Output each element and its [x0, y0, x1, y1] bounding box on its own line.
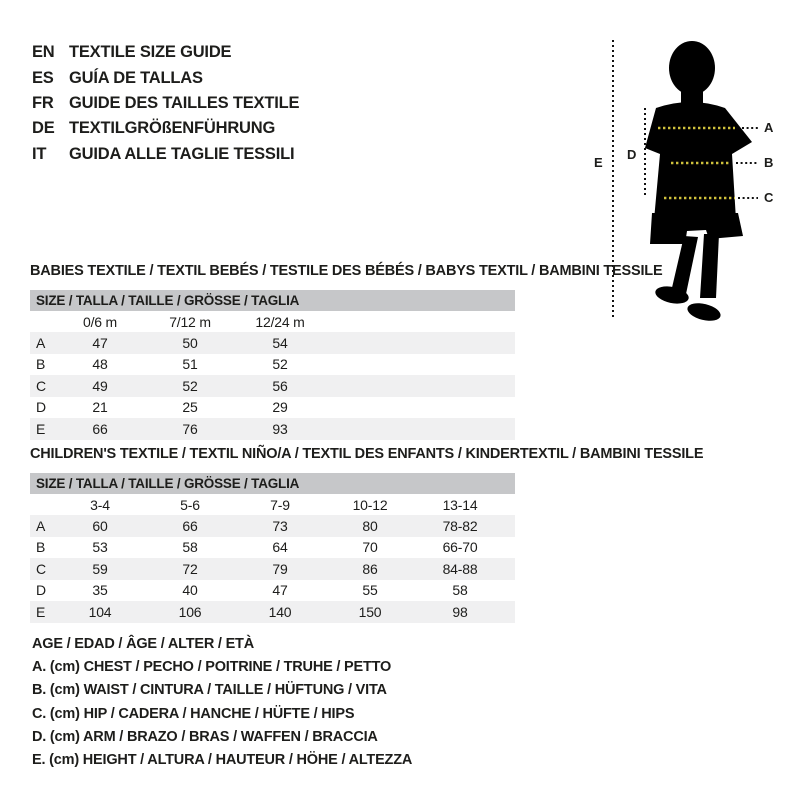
language-row-it: [32, 142, 299, 167]
language-code: ES: [32, 68, 54, 87]
value-cell: 93: [272, 420, 288, 437]
legend-height: E. (cm) HEIGHT / ALTURA / HAUTEUR / HÖHE / ALTEZZA: [32, 752, 413, 769]
column-header: 13-14: [442, 496, 478, 513]
measurement-legend: [32, 632, 412, 772]
child-silhouette: [645, 41, 752, 324]
row-label: C: [36, 560, 46, 577]
value-cell: 66: [92, 420, 108, 437]
value-cell: 66-70: [442, 539, 478, 556]
language-row-de: [32, 116, 299, 141]
legend-hip: C. (cm) HIP / CADERA / HANCHE / HÜFTE / HIPS: [32, 705, 355, 722]
value-cell: 106: [178, 603, 202, 620]
language-row-fr: [32, 91, 299, 116]
silhouette-left-leg: [671, 236, 698, 294]
value-cell: 50: [182, 334, 198, 351]
legend-arm: D. (cm) ARM / BRAZO / BRAS / WAFFEN / BRACCIA: [32, 728, 378, 745]
measure-label-e: E: [594, 155, 603, 170]
column-header: 10-12: [352, 496, 388, 513]
value-cell: 21: [92, 399, 108, 416]
value-cell: 70: [362, 539, 378, 556]
row-label: A: [36, 517, 46, 534]
language-row-es: [32, 65, 299, 90]
silhouette-right-foot: [686, 300, 723, 324]
value-cell: 80: [362, 517, 378, 534]
value-cell: 86: [362, 560, 378, 577]
value-cell: 78-82: [442, 517, 478, 534]
column-header: 12/24 m: [255, 313, 305, 330]
value-cell: 53: [92, 539, 108, 556]
value-cell: 52: [182, 377, 198, 394]
column-header: 0/6 m: [82, 313, 117, 330]
language-list: [32, 40, 299, 167]
babies-size-table: [30, 290, 515, 440]
value-cell: 48: [92, 356, 108, 373]
row-label: D: [36, 399, 46, 416]
children-section-title: CHILDREN'S TEXTILE / TEXTIL NIÑO/A / TEXTIL DES ENFANTS / KINDERTEXTIL / BAMBINI TESSILE: [30, 446, 704, 462]
value-cell: 98: [452, 603, 468, 620]
value-cell: 66: [182, 517, 198, 534]
row-label: E: [36, 420, 46, 437]
value-cell: 47: [92, 334, 108, 351]
measure-label-a: A: [764, 120, 774, 135]
measure-label-c: C: [764, 190, 774, 205]
value-cell: 52: [272, 356, 288, 373]
table-row-e: [30, 601, 515, 623]
language-title: GUÍA DE TALLAS: [69, 68, 203, 87]
language-code: EN: [32, 43, 55, 62]
babies-column-header-row: [30, 311, 515, 332]
value-cell: 54: [272, 334, 288, 351]
column-header: 7-9: [270, 496, 290, 513]
language-title: TEXTILGRÖßENFÜHRUNG: [69, 119, 276, 138]
child-silhouette-figure: [585, 30, 800, 325]
column-header: 7/12 m: [169, 313, 211, 330]
value-cell: 59: [92, 560, 108, 577]
value-cell: 140: [268, 603, 292, 620]
silhouette-right-leg: [700, 234, 719, 298]
value-cell: 73: [272, 517, 288, 534]
legend-waist: B. (cm) WAIST / CINTURA / TAILLE / HÜFTUNG / VITA: [32, 682, 387, 699]
value-cell: 58: [182, 539, 198, 556]
children-size-header-bar: SIZE / TALLA / TAILLE / GRÖSSE / TAGLIA: [30, 473, 515, 494]
babies-size-header-bar: SIZE / TALLA / TAILLE / GRÖSSE / TAGLIA: [30, 290, 515, 311]
value-cell: 104: [88, 603, 112, 620]
language-row-en: [32, 40, 299, 65]
value-cell: 35: [92, 582, 108, 599]
column-header: 3-4: [90, 496, 110, 513]
value-cell: 56: [272, 377, 288, 394]
language-code: DE: [32, 119, 55, 138]
language-code: FR: [32, 93, 54, 112]
row-label: C: [36, 377, 46, 394]
value-cell: 25: [182, 399, 198, 416]
language-code: IT: [32, 144, 47, 163]
value-cell: 72: [182, 560, 198, 577]
row-label: B: [36, 356, 46, 373]
column-header: 5-6: [180, 496, 200, 513]
value-cell: 60: [92, 517, 108, 534]
value-cell: 79: [272, 560, 288, 577]
table-row-c: [30, 558, 515, 580]
measure-label-d: D: [627, 147, 637, 162]
value-cell: 58: [452, 582, 468, 599]
language-title: GUIDE DES TAILLES TEXTILE: [69, 93, 300, 112]
language-title: GUIDA ALLE TAGLIE TESSILI: [69, 144, 295, 163]
table-row-d: [30, 397, 515, 419]
table-row-d: [30, 580, 515, 602]
table-row-a: [30, 332, 515, 354]
value-cell: 40: [182, 582, 198, 599]
value-cell: 150: [358, 603, 382, 620]
table-row-b: [30, 354, 515, 376]
table-row-e: [30, 418, 515, 440]
legend-chest: A. (cm) CHEST / PECHO / POITRINE / TRUHE / PETTO: [32, 658, 392, 675]
value-cell: 49: [92, 377, 108, 394]
row-label: B: [36, 539, 46, 556]
language-title: TEXTILE SIZE GUIDE: [69, 43, 232, 62]
measure-label-b: B: [764, 155, 774, 170]
value-cell: 64: [272, 539, 288, 556]
value-cell: 84-88: [442, 560, 478, 577]
value-cell: 55: [362, 582, 378, 599]
table-row-b: [30, 537, 515, 559]
value-cell: 29: [272, 399, 288, 416]
table-row-c: [30, 375, 515, 397]
silhouette-shirt: [645, 102, 752, 220]
babies-section-title: BABIES TEXTILE / TEXTIL BEBÉS / TESTILE DES BÉBÉS / BABYS TEXTIL / BAMBINI TESSILE: [30, 263, 663, 279]
legend-age: AGE / EDAD / ÂGE / ALTER / ETÀ: [32, 635, 254, 652]
value-cell: 51: [182, 356, 198, 373]
value-cell: 47: [272, 582, 288, 599]
table-row-a: [30, 515, 515, 537]
children-size-table: [30, 473, 515, 623]
value-cell: 76: [182, 420, 198, 437]
row-label: A: [36, 334, 46, 351]
children-column-header-row: [30, 494, 515, 515]
row-label: E: [36, 603, 46, 620]
row-label: D: [36, 582, 46, 599]
